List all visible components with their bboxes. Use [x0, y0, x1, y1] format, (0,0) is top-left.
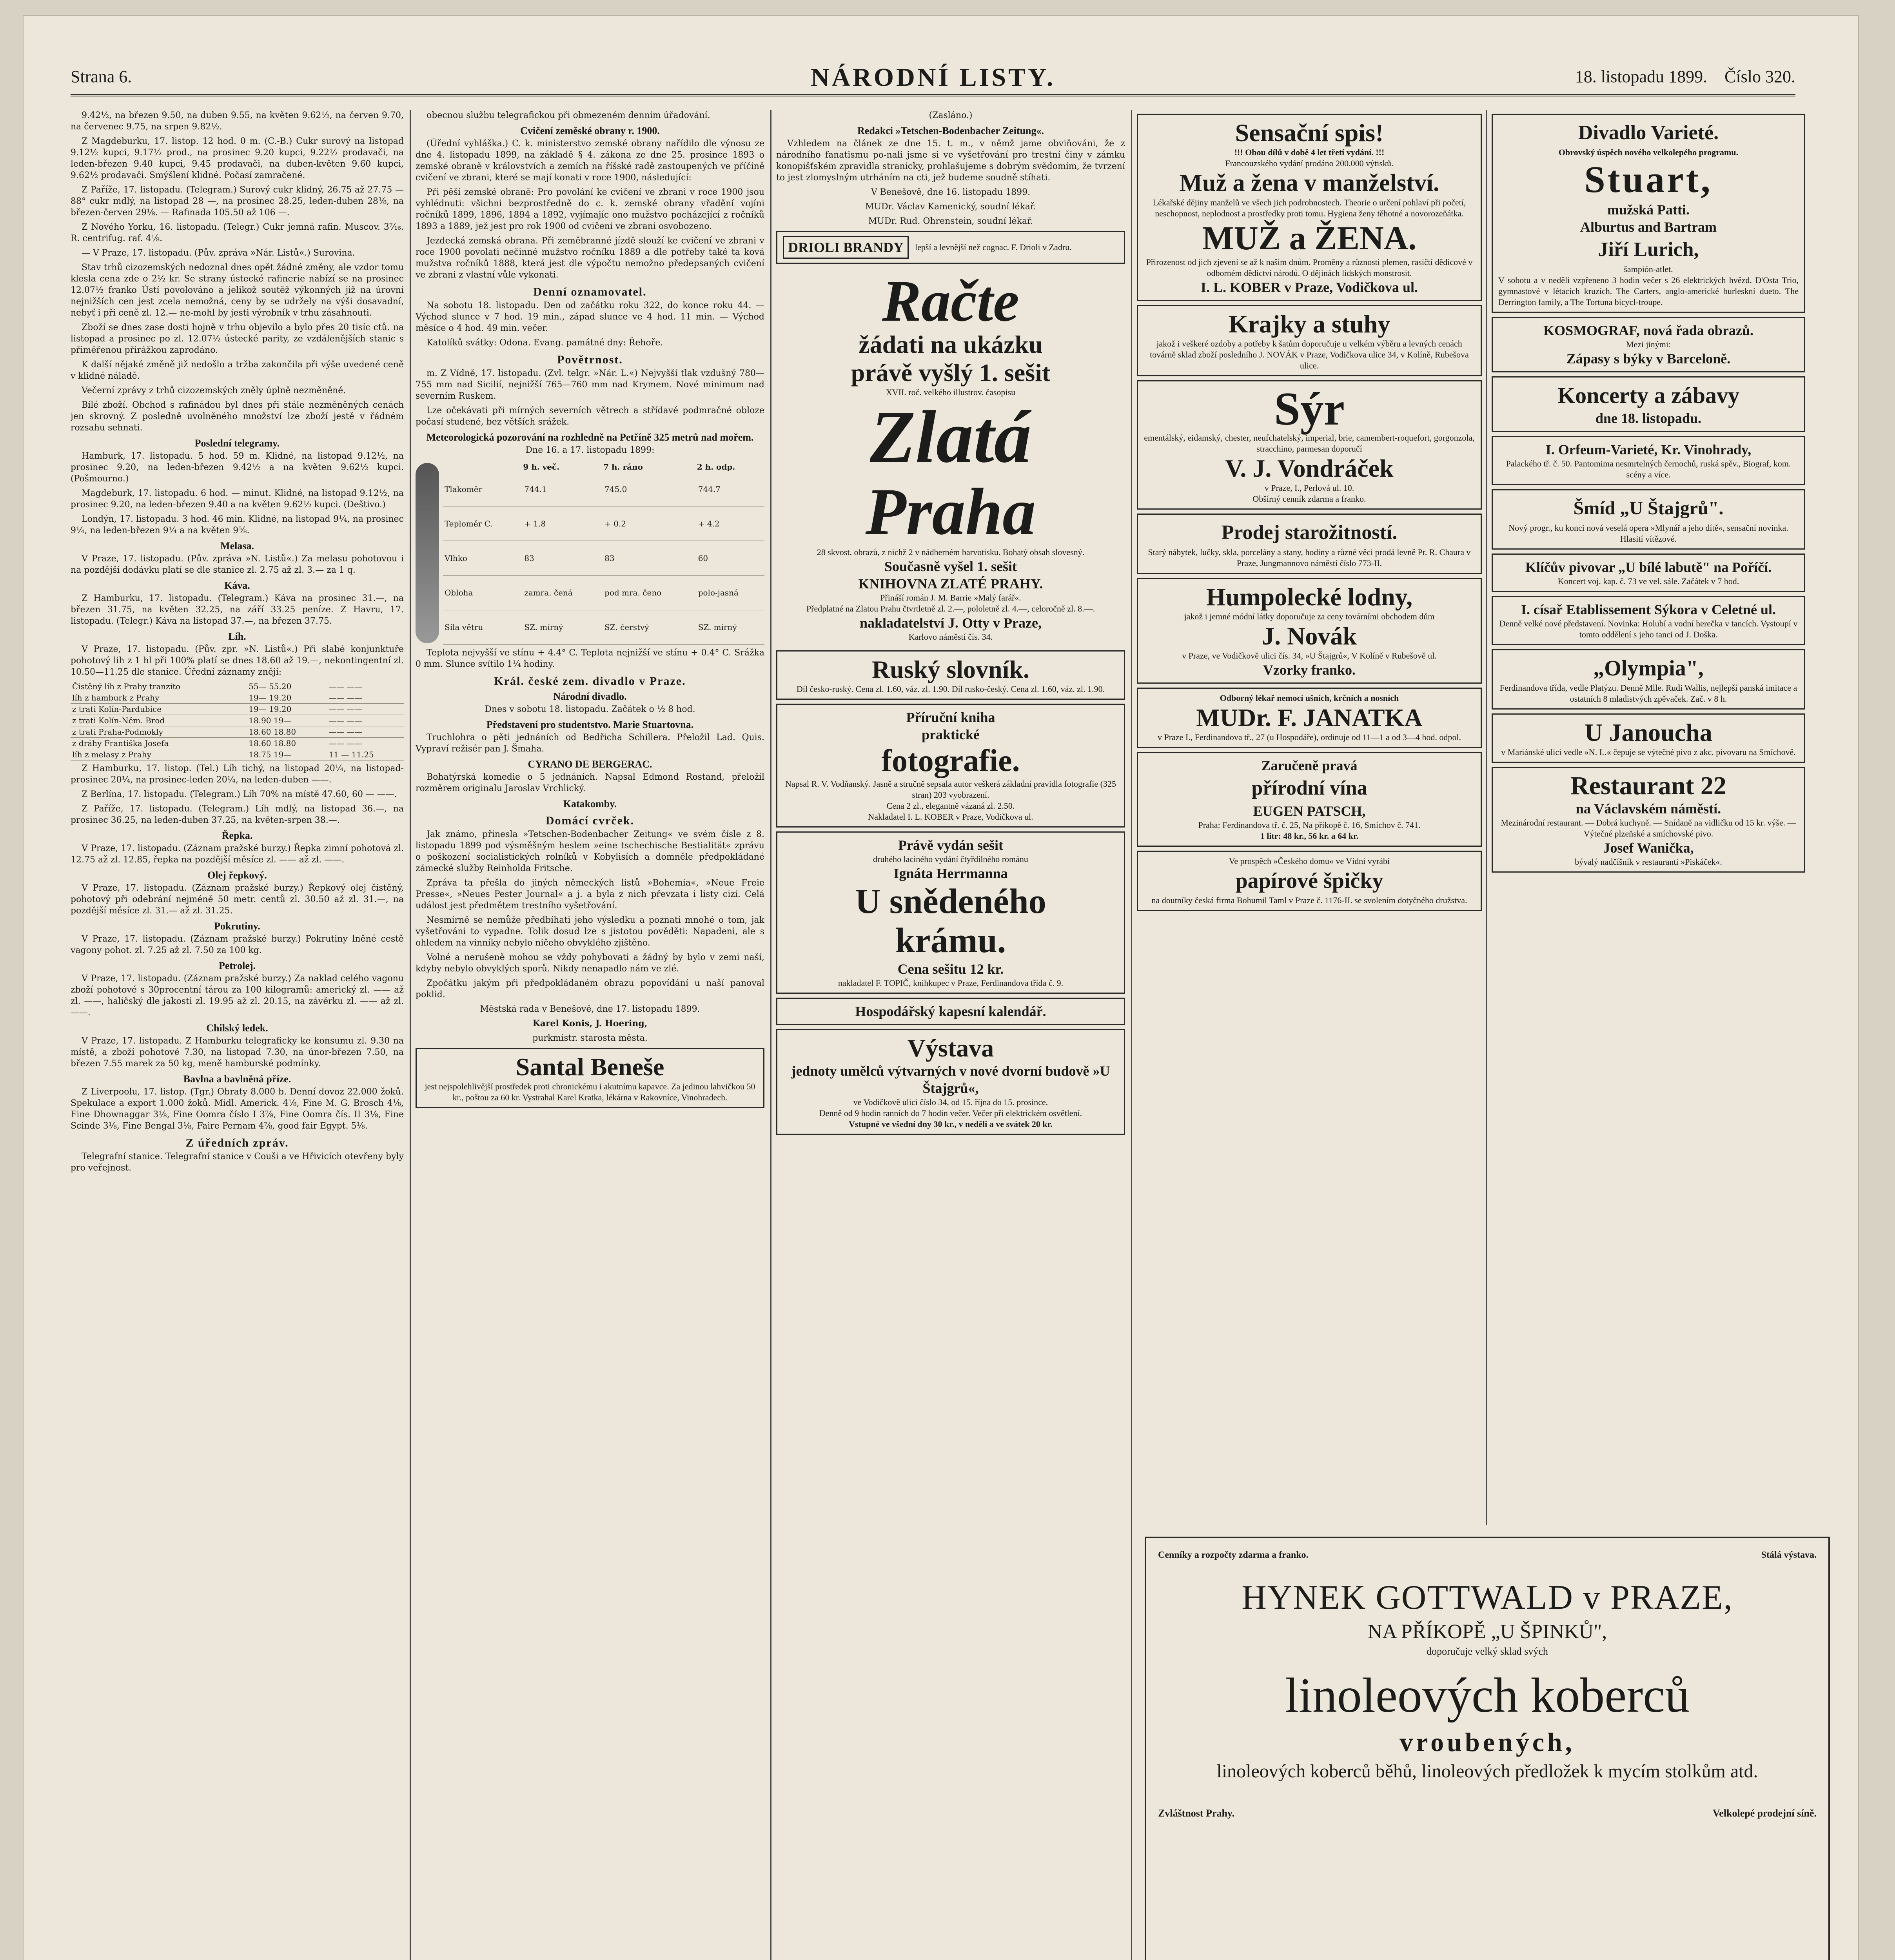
table-cell: 18.60 18.80 — [247, 738, 327, 749]
table-cell: pod mra. čeno — [603, 575, 697, 610]
table-cell: z trati Praha-Podmokly — [71, 726, 247, 738]
market-report: V Praze, 17. listopadu. (Záznam pražské burzy.) Řepkový olej čistěný, pohotový při odebrání nejméně 50 metr. centů zl. 30.50 až zl. 31.—, na pozdější měsíce zl. 31.— až zl. 31.25. — [71, 883, 404, 916]
ad-title: Stuart, — [1584, 158, 1713, 200]
ad-text: v Mariánské ulici vedle »N. L.« čepuje se výtečné pivo z akc. pivovaru na Smíchově. — [1501, 747, 1796, 757]
section-heading: Pokrutiny. — [214, 920, 260, 932]
humpolecke-ad — [1137, 578, 1482, 684]
ad-text: Francouzského vydání prodáno 200.000 výtisků. — [1225, 158, 1394, 168]
table-cell: 83 — [603, 541, 697, 575]
gottwald-linoleum-ad — [1145, 1537, 1830, 1960]
article-text: obecnou službu telegrafickou při obmezeném denním úřadování. — [427, 111, 710, 120]
ad-price: Vstupné ve všední dny 30 kr., v neděli a ve svátek 20 kr. — [849, 1119, 1053, 1129]
telegram: Londýn, 17. listopadu. 3 hod. 46 min. Klidné, na listopad 9¼, na prosinec 9¼, na leden-březen 9¼ a na květen 9⁵⁄₈. — [71, 514, 404, 535]
market-report: Z Magdeburku, 17. listop. 12 hod. 0 m. (C.-B.) Cukr surový na listopad 9.12½ kupci, 9.17½ prod., na prosinec 9.20 kupci, 9.22½ prodavači, na leden-březen 9.40 kupci, 9.45 prodavači, na duben-květen 9.60 kupci, 9.62½ prodavači. Smýšlení klidné. Počasí zamračené. — [71, 136, 404, 180]
issue-date: 18. listopadu 1899. Číslo 320. — [1575, 67, 1795, 86]
ad-title: I. Orfeum-Varieté, Kr. Vinohrady, — [1545, 442, 1752, 457]
article-text: Volné a nerušeně mohou se vždy pohybovati a žádný by bylo v zemi naší, kdyby nebylo obvyklých sporů. Nikdy nenapadlo nám ve zlé. — [416, 953, 764, 974]
table-cell: z trati Kolín-Pardubice — [71, 704, 247, 715]
play-description: Truchlohra o pěti jednáních od Bedřicha Schillera. Přeložil Lad. Quis. Vypraví režisér pan J. Šmaha. — [416, 733, 764, 754]
ad-address: NA PŘÍKOPĚ „U ŠPINKŮ", — [1367, 1621, 1607, 1643]
table-cell: z dráhy Františka Josefa — [71, 738, 247, 749]
table-cell: SZ. mírný — [697, 610, 764, 644]
ad-title: U snědeného — [855, 882, 1046, 921]
market-report: Večerní zprávy z trhů cizozemských zněly úplně nezměněné. — [82, 386, 346, 396]
signature-roles: purkmistr. starosta města. — [532, 1033, 648, 1043]
meteo-note: Teplota nejvyšší ve stínu + 4.4° C. Teplota nejnižší ve stínu + 0.4° C. Srážka 0 mm. Slunce svítilo 1¼ hodiny. — [416, 648, 764, 669]
syr-ad — [1137, 380, 1482, 510]
section-heading: Král. české zem. divadlo v Praze. — [494, 675, 686, 688]
ad-title: Jiří Lurich, — [1598, 238, 1699, 261]
krajky-ad — [1137, 305, 1482, 376]
market-report: V Praze, 17. listopadu. (Pův. zpráva »N. Listů«.) Za melasu pohotovou i na pozdější dodávku platí se dle stanice zl. 2.75 až zl. 3.— za 1 q. — [71, 554, 404, 575]
table-cell: SZ. čerstvý — [603, 610, 697, 644]
meteo-block — [416, 459, 764, 647]
ad-text: Mezi jinými: — [1626, 339, 1671, 349]
ad-title: Šmíd „U Štajgrů". — [1573, 498, 1724, 519]
article-text: Katolíků svátky: Odona. Evang. památné dny: Řehoře. — [427, 338, 663, 348]
ad-title: Výstava — [907, 1034, 994, 1062]
ad-title: Sýr — [1274, 383, 1345, 435]
klicuv-ad — [1492, 554, 1805, 592]
table-cell: 83 — [523, 541, 603, 575]
ad-title: krámu. — [895, 921, 1006, 960]
section-heading: Z úředních zpráv. — [185, 1136, 289, 1149]
ad-title: Račte — [882, 269, 1019, 334]
sykora-ad — [1492, 596, 1805, 645]
ad-text: Napsal R. V. Vodňanský. Jasně a stručně sepsala autor veškerá základní pravidla fotografie (325 stran) 203 vyobrazení. — [785, 779, 1116, 800]
ad-text: doporučuje velký sklad svých — [1427, 1646, 1548, 1657]
table-cell: zamra. čená — [523, 575, 603, 610]
ad-text: Předplatné na Zlatou Prahu čtvrtletně zl. 2.—, pololetně zl. 4.—, celoročně zl. 8.—. — [806, 604, 1095, 613]
table-row — [443, 506, 764, 541]
ad-text: dne 18. listopadu. — [1595, 410, 1702, 426]
section-heading: Poslední telegramy. — [194, 437, 280, 449]
kosmograf-ad — [1492, 317, 1805, 372]
santal-ad — [416, 1048, 764, 1108]
market-report: V Praze, 17. listopadu. Z Hamburku telegraficky ke konsumu zl. 9.30 na místě, a zboží pohotové 7.30, na listopad 7.30, na únor-březen 7.50, na březen 7.55 marek za 50 kg, meně hamburské podmínky. — [71, 1036, 404, 1069]
table-cell: Teploměr C. — [443, 506, 523, 541]
table-row — [71, 681, 404, 692]
table-row — [443, 541, 764, 575]
telegram: Hamburk, 17. listopadu. 5 hod. 59 m. Klidné, na listopad 9.12½, na prosinec 9.20, na leden-březen 9.42½ a na květen 9.62½ kupci. (Pošmourno.) — [71, 451, 404, 484]
vina-ad — [1137, 752, 1482, 847]
ad-text: Současně vyšel 1. sešit — [884, 559, 1017, 574]
table-cell: z trati Kolín-Něm. Brod — [71, 715, 247, 726]
ad-text: XVII. roč. velkého illustrov. časopisu — [886, 387, 1016, 397]
ad-text: bývalý nadčíšník v restauranti »Piskáček«. — [1575, 857, 1722, 867]
article-text: Jezdecká zemská obrana. Při zeměbranné jízdě slouží ke cvičení ve zbrani v roce 1900 povolati nečinné mužstvo ročníku 1889 a dle potřeby také ta ková mužstva ročníků 1888, která jest dle výpočtu nemožno předepsaných cvičení ve zbrani z vlastní vůle vykonati. — [416, 236, 764, 280]
spirit-price-table — [71, 681, 404, 760]
ad-title: HYNEK GOTTWALD v PRAZE, — [1242, 1579, 1733, 1617]
market-report: V Praze, 17. listopadu. (Záznam pražské burzy.) Pokrutiny lněné cestě vagony pohot. zl. 7.25 až zl. 7.50 za 100 kg. — [71, 934, 404, 955]
ad-text: praktické — [922, 727, 980, 742]
table-row — [443, 472, 764, 506]
ad-title: Krajky a stuhy — [1228, 310, 1390, 338]
ad-title: Klíčův pivovar „U bílé labutě" na Poříčí. — [1525, 559, 1772, 575]
market-report: Z Paříže, 17. listopadu. (Telegram.) Líh mdlý, na listopad 36.—, na prosinec 36.25, na leden-duben 37.25, na květen-srpen 38.—. — [71, 804, 404, 825]
ad-text: Karlovo náměstí čís. 34. — [908, 632, 993, 642]
ad-text: Praha: Ferdinandova tř. č. 25, Na příkopě č. 16, Smíchov č. 741. — [1198, 820, 1421, 830]
section-heading: Káva. — [224, 580, 250, 591]
market-report-heading: — V Praze, 17. listopadu. (Pův. zpráva »Nár. Listů«.) Surovina. — [82, 248, 355, 258]
table-cell: 18.90 19— — [247, 715, 327, 726]
sensacni-spis-ad — [1137, 114, 1482, 301]
ad-title: linoleových koberců — [1285, 1668, 1690, 1723]
section-heading: Chilský ledek. — [206, 1022, 268, 1034]
table-cell: Síla větru — [443, 610, 523, 644]
table-header-cell — [443, 461, 523, 472]
table-cell: líh z hamburk z Prahy — [71, 692, 247, 704]
letter-text: Vzhledem na článek ze dne 15. t. m., v němž jame obviňováni, že z národního fanatismu po-nali jsme si ve vyšetřování pro trestní činy v zámku konopišťském zpravidla stranicky, prohlašujeme s dobrým svědomím, že tvrzení to jest zlomyslným utrháním na cti, jež budeme soudně stíhati. — [776, 139, 1125, 183]
ad-title: fotografie. — [881, 744, 1020, 778]
ad-text: Alburtus and Bartram — [1580, 219, 1717, 235]
theatre-time: Dnes v sobotu 18. listopadu. Začátek o ½ 8 hod. — [485, 704, 695, 714]
market-report: Z Nového Yorku, 16. listopadu. (Telegr.) Cukr jemná rafin. Muscov. 3⁷⁄₁₆. R. centrifug. raf. 4⅛. — [71, 222, 404, 243]
newspaper-title: NÁRODNÍ LISTY. — [810, 63, 1056, 92]
table-cell: líh z melasy z Prahy — [71, 749, 247, 760]
table-row — [71, 692, 404, 704]
ad-publisher: J. Novák — [1262, 622, 1357, 650]
table-cell: Tlakoměr — [443, 472, 523, 506]
letter-heading: Redakci »Tetschen-Bodenbacher Zeitung«. — [857, 125, 1044, 136]
column-1 — [71, 110, 404, 1960]
ad-text: jakož i veškeré ozdoby a potřeby k šatům doporučuje u velkém výběru a levných cenách továrně sklad zboží posledního J. NOVÁK v Praze, Vodičkova ulice 34, v Kolíně, Rubešova ulice. — [1150, 339, 1469, 370]
table-cell: 60 — [697, 541, 764, 575]
table-cell: + 4.2 — [697, 506, 764, 541]
ad-text: Ferdinandova třída, vedle Platýzu. Denně Mlle. Rudi Wallis, nejlepší panská imitace a ostatních 8 mladistvých zpěvaček. Zač. v 8 h. — [1499, 683, 1797, 704]
ad-title: Zlatá — [870, 396, 1031, 478]
table-row — [71, 704, 404, 715]
play-description: Bohatýrská komedie o 5 jednáních. Napsal Edmond Rostand, přeložil rozměrem originalu Jaroslav Vrchlický. — [416, 772, 764, 793]
kalendar-ad — [776, 998, 1125, 1025]
ad-text: Přináší román J. M. Barrie »Malý farář«. — [880, 593, 1021, 603]
zaslano-label: (Zasláno.) — [929, 111, 973, 120]
market-report: V Praze, 17. listopadu. (Pův. zpr. »N. Listů«.) Při slabé konjunktuře pohotový lih z 1 hl při 100% platí se dnes 18.60 až 19.—, nekontingentní zl. 10.50—11.25 dle stanice. Úřední záznamy znějí: — [71, 644, 404, 677]
ad-publisher: nakladatel F. TOPIČ, knihkupec v Praze, Ferdinandova třída č. 9. — [838, 978, 1064, 988]
ad-text: 28 skvost. obrazů, z nichž 2 v nádherném barvotisku. Bohatý obsah slovesný. — [817, 547, 1085, 557]
section-heading: Olej řepkový. — [207, 869, 267, 881]
ad-text: mužská Patti. — [1607, 202, 1690, 218]
table-cell: 745.0 — [603, 472, 697, 506]
table-cell: —— —— — [327, 692, 404, 704]
table-cell: + 1.8 — [523, 506, 603, 541]
market-report: V Praze, 17. listopadu. (Záznam pražské burzy.) Řepka zimní pohotová zl. 12.75 až zl. 12.85, řepka na pozdější měsíce zl. —— až zl. ——. — [71, 844, 404, 865]
column-5 — [1492, 110, 1805, 1525]
ad-text: Vzorky franko. — [1263, 662, 1356, 678]
article-text: Zpráva ta přešla do jiných německých listů »Bohemia«, »Neue Freie Presse«, »Neues Pester Journal« a j. a byla z nich převzata i listy cizí. Celá událost jest předmětem trestního vyšetřování. — [416, 878, 764, 911]
official-notice: Telegrafní stanice. Telegrafní stanice v Couši a ve Hřivicích otevřeny byly pro veřejnost. — [71, 1152, 404, 1173]
ad-price: 1 litr: 48 kr., 56 kr. a 64 kr. — [1260, 831, 1359, 841]
ad-text: v Praze I., Ferdinandova tř., 27 (u Hospodáře), ordinuje od 11—1 a od 3—4 hod. odpol. — [1158, 732, 1461, 742]
ad-title: U Janoucha — [1585, 719, 1712, 746]
article-text: Nesmírně se nemůže předbíhati jeho výsledku a poznati mnohé o tom, jak vyšetřováni to vypadne. Tolik dosud lze s jistotou pověděti: Napadeni, ale s ohledem na vinníky nebylo ničeho obvyklého zjištěno. — [416, 915, 764, 948]
hermann-novel-ad — [776, 831, 1125, 994]
section-heading: Cvičení zeměské obrany r. 1900. — [520, 125, 660, 136]
table-cell: —— —— — [327, 704, 404, 715]
ad-title: MUDr. F. JANATKA — [1196, 704, 1423, 731]
ad-title: „Olympia", — [1593, 656, 1704, 681]
section-heading: Bavlna a bavlněná příze. — [183, 1073, 291, 1085]
ad-text: jednoty umělců výtvarných v nové dvorní budově »U Štajgrů«, — [791, 1063, 1110, 1096]
vystava-ad — [776, 1029, 1125, 1135]
newspaper-page — [24, 16, 1858, 1960]
market-report: Z Paříže, 17. listopadu. (Telegram.) Surový cukr klidný, 26.75 až 27.75 — 88° cukr mdlý, na listopad 28 —, na prosinec 28.25, leden-duben 28⅜, na březen-červen 29⅛. — Rafinada 105.50 až 106 —. — [71, 185, 404, 218]
ad-text: v Praze, ve Vodičkově ulici čís. 34, »U Štajgrů«, V Kolíně v Rubešově ul. — [1182, 651, 1437, 661]
market-report: Zboží se dnes zase dosti hojně v trhu objevilo a bylo přes 20 tisíc ctů. na listopad a prosinec po zl. 12.07½ ústecké parity, ze vzdálenějších stanic s přiměřenou přirážkou zaprodáno. — [71, 323, 404, 355]
ad-text: jest nejspolehlivější prostředek proti chronickému i akutnímu kapavce. Za jedinou lahvičkou 50 kr., poštou za 60 kr. Vystrahal Karel Kratka, lékárna v Rakovníce, Vinohradech. — [425, 1082, 755, 1102]
ad-text: Denně od 9 hodin ranních do 7 hodin večer. Večer při elektrickém osvětlení. — [819, 1108, 1082, 1118]
ad-title: I. císař Etablissement Sýkora v Celetné ul. — [1521, 602, 1776, 617]
ad-title: Koncerty a zábavy — [1557, 383, 1739, 408]
column-3 — [776, 110, 1125, 1960]
ad-text: KNIHOVNA ZLATÉ PRAHY. — [858, 576, 1043, 592]
ad-title: Divadlo Varieté. — [1578, 122, 1719, 144]
market-report: Stav trhů cizozemských nedoznal dnes opět žádné změny, ale vzdor tomu klesla cena zde o 2½ kr. Se strany ústecké rafinerie nabízí se na prosinec 12.07½ franko Ústí povolováno a jelikož soutěž výkonných již na úrovni nejnižších cen jest zcela nemožná, ceny by se udržely na výši dosavadní, nebyť i při ceně zl. 12.— ne-mohl by jesti výrobník v trhu zásahnouti. — [71, 263, 404, 318]
rusky-slovnik-ad — [776, 650, 1125, 700]
table-row — [443, 610, 764, 644]
section-heading: Řepka. — [221, 830, 253, 841]
article-text: m. Z Vídně, 17. listopadu. (Zvl. telgr. »Nár. L.«) Nejvyšší tlak vzdušný 780—755 mm nad Sicilií, nejnižší 765—760 mm nad Krymem. Nové minimum nad severním Ruskem. — [416, 368, 764, 401]
table-cell: 18.75 19— — [247, 749, 327, 760]
ad-title: Praha — [865, 475, 1036, 548]
ad-text: jakož i jemné módní látky doporučuje za ceny továrními obchodem dům — [1184, 612, 1435, 621]
column-4 — [1137, 110, 1482, 1525]
column-2 — [416, 110, 764, 1960]
ad-text: Starý nábytek, lučky, skla, porcelány a stany, hodiny a různé věci prodá levně Pr. R. Chaura v Praze, Jungmannovo náměstí číslo 773-II. — [1148, 547, 1471, 568]
ad-text: Lékařské dějiny manželů ve všech jich podrobnostech. Theorie o určení pohlaví při početí, neschopnost, neplodnost a prostředky proti tomu. Hygiena ženy těhotné a novorozeňátka. — [1153, 198, 1466, 218]
ad-title: Restaurant 22 — [1570, 771, 1726, 800]
fotografie-ad — [776, 704, 1125, 828]
ad-text: Denně velké nové představení. Novinka: Holubí a vodní herečka v tancích. Vystoupí v tomto oddělení s jeho tanci od J. Doška. — [1499, 619, 1798, 639]
janoucha-ad — [1492, 713, 1805, 763]
ad-text: Zaručeně pravá — [1261, 758, 1358, 773]
theatre-name: Národní divadlo. — [553, 691, 627, 702]
ad-text: Díl česko-ruský. Cena zl. 1.60, váz. zl. 1.90. Díl rusko-český. Cena zl. 1.60, váz. zl. 1.90. — [796, 684, 1105, 694]
ad-text: Palackého tř. č. 50. Pantomima nesmrtelných černochů, ruská spěv., Biograf, kom. scény a více. — [1506, 459, 1791, 479]
smid-ad — [1492, 489, 1805, 550]
ad-title: MUŽ a ŽENA. — [1202, 219, 1417, 257]
ad-title: Muž a žena v manželství. — [1179, 170, 1439, 196]
market-intro: 9.42½, na březen 9.50, na duben 9.55, na květen 9.62½, na červen 9.70, na červenec 9.75, na srpen 9.82½. — [71, 111, 404, 132]
table-header-cell: 7 h. ráno — [603, 462, 643, 472]
article-text: Na sobotu 18. listopadu. Den od začátku roku 322, do konce roku 44. — Východ slunce v 7 hod. 19 min., západ slunce ve 4 hod. 11 min. — Východ měsíce o 4 hod. 49 min. večer. — [416, 301, 764, 333]
table-cell: SZ. mírný — [523, 610, 603, 644]
meteo-date: Dne 16. a 17. listopadu 1899: — [525, 445, 655, 455]
ad-text: druhého laciného vydání čtyřdílného románu — [873, 854, 1028, 864]
ad-text: na doutníky česká firma Bohumil Taml v Praze č. 1176-II. se svolením dotyčného družstva. — [1151, 895, 1467, 905]
olympia-ad — [1492, 649, 1805, 710]
ad-text: Nový progr., ku konci nová veselá opera »Mlynář a jeho dítě«, sensační novinka. Hlasití vítězové. — [1508, 523, 1788, 544]
ad-text: vroubených, — [1399, 1727, 1575, 1757]
ad-title: papírové špičky — [1235, 869, 1383, 893]
ad-title: DRIOLI BRANDY — [783, 236, 909, 259]
table-cell: Vlhko — [443, 541, 523, 575]
ad-title: Ruský slovník. — [872, 655, 1029, 683]
table-cell: —— —— — [327, 726, 404, 738]
ad-bottom-line: Zvláštnost Prahy. Velkolepé prodejní síně. — [1158, 1808, 1817, 1819]
ad-publisher: V. J. Vondráček — [1225, 454, 1394, 482]
telegram: Magdeburk, 17. listopadu. 6 hod. — minut. Klidné, na listopad 9.12½, na prosinec 9.20, na leden-březen 9.40 a na květen 9.62½ kupci. (Deštivo.) — [71, 488, 404, 510]
column-rule — [770, 110, 771, 1960]
ad-text: šampión-atlet. — [1624, 264, 1673, 274]
column-rule — [1486, 110, 1487, 1525]
table-row — [71, 715, 404, 726]
table-cell: 744.7 — [697, 472, 764, 506]
barometer-illustration — [416, 463, 439, 643]
page-number: Strana 6. — [71, 67, 132, 86]
ad-text: žádati na ukázku — [859, 330, 1043, 358]
play-title: Katakomby. — [563, 798, 617, 809]
table-header-cell: 9 h. več. — [523, 462, 560, 472]
table-cell: —— —— — [327, 681, 404, 692]
article-text: Jak známo, přinesla »Tetschen-Bodenbacher Zeitung« ve svém čísle z 8. listopadu 1899 pod výsměšným heslem »eine tschechische Bestialität« zprávu o poškození socialistických rolníků v Kobylisích a domněle předpokládané zámecké služby Reinholda Fritsche. — [416, 829, 764, 873]
market-report: Z Liverpoolu, 17. listop. (Tgr.) Obraty 8.000 b. Denní dovoz 22.000 žoků. Spekulace a export 1.000 žoků. Midl. Americk. 4⅛, Fine M. G. Brosch 4⅛, Fine Dhownaggar 3⅛, Fine Oomra číslo I 3⅞, Fine Oomra čís. II 3⅛, Fine Scinde 3⅛, Fine Bengal 3⅛, Faire Pernam 4⅞, good fair Egypt. 5⅛. — [71, 1087, 404, 1131]
ad-text: Mezinárodní restaurant. — Dobrá kuchyně. — Snídaně na vidličku od 15 kr. výše. — Výtečné plzeňské a smíchovské pivo. — [1501, 818, 1796, 838]
ad-text: Obšírný cenník zdarma a franko. — [1252, 494, 1366, 504]
ad-text: právě vyšlý 1. sešit — [851, 359, 1051, 387]
table-cell: Obloha — [443, 575, 523, 610]
ad-text: Ve prospěch »Českého domu« ve Vídni vyrábí — [1229, 856, 1390, 866]
market-report: Z Berlína, 17. listopadu. (Telegram.) Líh 70% na místě 47.60, 60 — ——. — [82, 789, 397, 799]
signature-names: Karel Konis, J. Hoering, — [532, 1018, 648, 1029]
ad-text: v Praze, I., Perlová ul. 10. — [1264, 483, 1354, 493]
ad-text: V sobotu a v neděli vzpřeneno 3 hodin večer s 26 elektrických hvězd. D'Osta Trio, gymnastové v létacích kruzích. The Carters, anglo-americké burleskní dueto. The Derrington family, a The Tortuna bicycl-troupe. — [1498, 275, 1799, 307]
ad-publisher: Josef Wanička, — [1603, 840, 1694, 856]
ad-title: přírodní vína — [1251, 777, 1367, 799]
article-text: (Úřední vyhláška.) C. k. ministerstvo zemské obrany nařídilo dle výnosu ze dne 4. listopadu 1899, na základě § 4. zákona ze dne 25. prosince 1893 o zemské obraně v královstvích a zemích na říšské radě zastoupených ve příčině cvičení ve zbrani, které se mají konati v roce 1900, následující: — [416, 139, 764, 183]
ad-price: Cena 2 zl., elegantně vázaná zl. 2.50. — [886, 801, 1015, 811]
table-header-cell: 2 h. odp. — [697, 462, 735, 472]
section-heading: Líh. — [228, 631, 246, 642]
letter-place: V Benešově, dne 16. listopadu 1899. — [871, 187, 1031, 197]
ad-text: Přirozenost od jich zjevení se až k našim dnům. Proměny a různosti plemen, rasičtí dědicové v odborném dědictví národů. O dějinách lidských monstrosit. — [1146, 257, 1473, 278]
koncerty-ad — [1492, 376, 1805, 432]
ad-text: lepší a levnější než cognac. F. Drioli v Zadru. — [915, 242, 1072, 252]
ad-title: Hospodářský kapesní kalendář. — [855, 1004, 1046, 1019]
table-cell: polo-jasná — [697, 575, 764, 610]
table-cell: 11 — 11.25 — [327, 749, 404, 760]
letter-signature: MUDr. Václav Kamenický, soudní lékař. — [865, 202, 1036, 212]
ad-text: Příruční kniha — [906, 710, 995, 725]
play-title: CYRANO DE BERGERAC. — [528, 759, 652, 770]
market-report: Bílé zboží. Obchod s rafinádou byl dnes při stále nezměněných cenách jen skrovný. Z posledně uvolněného množství lze zboží jestě v řádném rozsahu sehnati. — [71, 400, 404, 433]
table-cell: 19— 19.20 — [247, 704, 327, 715]
section-heading: Denní oznamovatel. — [533, 285, 647, 298]
table-cell: 55— 55.20 — [247, 681, 327, 692]
market-report: V Praze, 17. listopadu. (Záznam pražské burzy.) Za naklad celého vagonu zboží pohotové s 30procentní tárou za 100 kilogramů: americký zl. —— až zl. ——, haličský dle jakosti zl. 19.95 až zl. 20.15, na závěrku zl. —— až zl. ——. — [71, 974, 404, 1018]
section-heading: Povětrnost. — [557, 353, 623, 366]
ad-text: linoleových koberců běhů, linoleových předložek k mycím stolkům atd. — [1216, 1761, 1758, 1782]
section-heading: Melasa. — [220, 540, 254, 552]
ad-title: Prodej starožitností. — [1221, 521, 1398, 544]
section-heading: Domácí cvrček. — [545, 814, 635, 827]
signature-line: Městská rada v Benešově, dne 17. listopadu 1899. — [480, 1004, 700, 1014]
ad-text: ve Vodičkově ulici číslo 34, od 15. října do 15. prosince. — [853, 1097, 1048, 1107]
ad-title: Humpolecké lodny, — [1206, 583, 1413, 611]
table-cell: —— —— — [327, 715, 404, 726]
column-rule — [410, 110, 411, 1960]
ad-text: na Václavském náměstí. — [1576, 801, 1721, 817]
table-cell: 18.60 18.80 — [247, 726, 327, 738]
ad-top-line: Cenníky a rozpočty zdarma a franko. Stálá výstava. — [1158, 1550, 1817, 1560]
ad-text: Ignáta Herrmanna — [893, 866, 1008, 881]
ad-publisher: Nakladatel I. L. KOBER v Praze, Vodičkova ul. — [868, 812, 1033, 822]
starozitnosti-ad — [1137, 514, 1482, 574]
market-report: K další nějaké změně již nedošlo a tržba zakončila při výše uvedené ceně v klidné náladě. — [71, 360, 404, 381]
article-text: Lze očekávati při mírných severních větrech a střídavé podmračné obloze počasí studené, bez větších srážek. — [416, 406, 764, 427]
section-heading: Meteorologická pozorování na rozhledně na Petříně 325 metrů nad mořem. — [426, 432, 754, 443]
ad-text: Obrovský úspěch nového velkolepého programu. — [1558, 147, 1739, 157]
table-cell: —— —— — [327, 738, 404, 749]
table-row — [71, 749, 404, 760]
orfeum-ad — [1492, 436, 1805, 485]
ad-title: Sensační spis! — [1235, 119, 1384, 147]
market-report: Z Hamburku, 17. listop. (Tel.) Líh tichý, na listopad 20¼, na listopad-prosinec 20¼, na prosinec-leden 20¼, na leden-duben ——. — [71, 764, 404, 785]
table-cell: 19— 19.20 — [247, 692, 327, 704]
ad-text: Odborný lékař nemocí ušních, krčních a nosních — [1220, 693, 1399, 703]
ad-text: ementálský, eidamský, chester, neufchatelský, imperial, brie, camembert-roquefort, gorgonzola, stracchino, parmesan doporučí — [1144, 433, 1475, 454]
drioli-ad — [776, 231, 1125, 264]
ad-price: Cena sešitu 12 kr. — [897, 961, 1004, 977]
column-rule — [1131, 110, 1132, 1960]
ad-title: KOSMOGRAF, nová řada obrazů. — [1543, 323, 1753, 338]
ad-publisher: EUGEN PATSCH, — [1253, 803, 1366, 819]
table-cell: Čistěný líh z Prahy tranzito — [71, 681, 247, 692]
table-cell: + 0.2 — [603, 506, 697, 541]
ad-text: Právě vydán sešit — [898, 837, 1003, 853]
table-row — [71, 738, 404, 749]
ad-publisher: nakladatelství J. Otty v Praze, — [860, 615, 1042, 631]
table-row — [443, 575, 764, 610]
ad-text: Zápasy s býky v Barceloně. — [1566, 351, 1731, 367]
varieté-ad — [1492, 114, 1805, 313]
restaurant-ad — [1492, 767, 1805, 873]
page-header — [71, 59, 1795, 96]
article-text: Při pěší zemské obraně: Pro povolání ke cvičení ve zbrani v roce 1900 jsou vyhlédnuti: všichni bezprostředně do c. k. zemské obrany vřadění vojíni ročníků 1899, 1896, 1894 a 1892, vyjímajíc ono mužstvo pocházející z ročníků 1893 a 1889, jež jest pro rok 1900 od cvičení ve zbrani osvobozeno. — [416, 187, 764, 231]
spicky-ad — [1137, 851, 1482, 911]
ad-publisher: I. L. KOBER v Praze, Vodičkova ul. — [1200, 279, 1418, 295]
section-heading: Petrolej. — [218, 960, 256, 971]
ad-title: Santal Beneše — [515, 1053, 664, 1081]
play-title: Představení pro studentstvo. Marie Stuartovna. — [486, 719, 694, 730]
ad-text: Koncert voj. kap. č. 73 ve vel. sále. Začátek v 7 hod. — [1557, 576, 1739, 586]
zlata-praha-ad — [776, 268, 1125, 646]
janatka-ad — [1137, 688, 1482, 748]
meteo-table — [443, 461, 764, 645]
article-text: Zpočátku jakým při předpokládaném obrazu popovídání u naší panoval poklid. — [416, 978, 764, 1000]
market-report: Z Hamburku, 17. listopadu. (Telegram.) Káva na prosinec 31.—, na březen 31.75, na květen 32.25, na září 33.25 peníze. Z Havru, 17. listopadu. (Telegr.) Káva na listopad 37.—, na březen 37.75. — [71, 593, 404, 626]
table-row — [71, 726, 404, 738]
letter-signature: MUDr. Rud. Ohrenstein, soudní lékař. — [868, 216, 1033, 226]
table-cell: 744.1 — [523, 472, 603, 506]
ad-text: !!! Obou dílů v době 4 let třetí vydání. !!! — [1234, 147, 1385, 157]
